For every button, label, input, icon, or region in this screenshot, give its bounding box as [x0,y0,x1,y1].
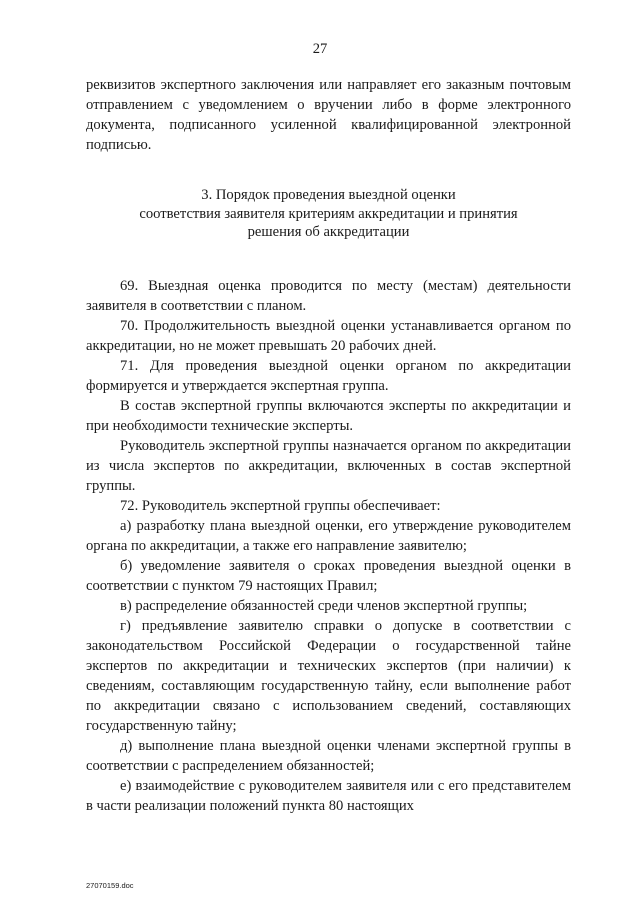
paragraph-70: 70. Продолжительность выездной оценки устанавливается органом по аккредитации, но не может превышать 20 рабочих дней. [86,318,571,354]
paragraph-71-leader: Руководитель экспертной группы назначается органом по аккредитации из числа экспертов по аккредитации, включенных в состав экспертной группы. [86,438,571,494]
footer-file-code: 27070159.doc [86,881,134,890]
list-item-b: б) уведомление заявителя о сроках проведения выездной оценки в соответствии с пунктом 79 настоящих Правил; [86,558,571,594]
page-number: 27 [312,41,328,57]
section-heading-line: решения об аккредитации [247,224,410,240]
list-item-e: е) взаимодействие с руководителем заявителя или с его представителем в части реализации положений пункта 80 настоящих [86,778,571,814]
paragraph-71-experts: В состав экспертной группы включаются эксперты по аккредитации и при необходимости технические эксперты. [86,398,571,434]
intro-block [86,75,571,155]
paragraph-71: 71. Для проведения выездной оценки органом по аккредитации формируется и утверждается экспертная группа. [86,358,571,394]
list-item-g: г) предъявление заявителю справки о допуске в соответствии с законодательством Российской Федерации о государственной тайне экспертов по аккредитации и технических экспертов (при наличии) к сведениям, составляющим государственную тайну, если выполнение работ по аккредитации связано с использованием сведений, составляющих государственную тайну; [86,618,571,734]
section-heading-line: 3. Порядок проведения выездной оценки [201,187,456,203]
paragraph-72: 72. Руководитель экспертной группы обеспечивает: [120,498,441,514]
section-heading [86,186,571,242]
section-heading-line: соответствия заявителя критериям аккредитации и принятия [139,205,518,222]
main-text [86,276,571,816]
list-item-d: д) выполнение плана выездной оценки членами экспертной группы в соответствии с распределением обязанностей; [86,738,571,774]
paragraph-69: 69. Выездная оценка проводится по месту (местам) деятельности заявителя в соответствии с планом. [86,278,571,314]
list-item-v: в) распределение обязанностей среди членов экспертной группы; [120,598,528,614]
intro-paragraph: реквизитов экспертного заключения или направляет его заказным почтовым отправлением с уведомлением о вручении либо в форме электронного документа, подписанного усиленной квалифицированной электронной подписью. [86,77,571,153]
list-item-a: а) разработку плана выездной оценки, его утверждение руководителем органа по аккредитации, а также его направление заявителю; [86,518,571,554]
